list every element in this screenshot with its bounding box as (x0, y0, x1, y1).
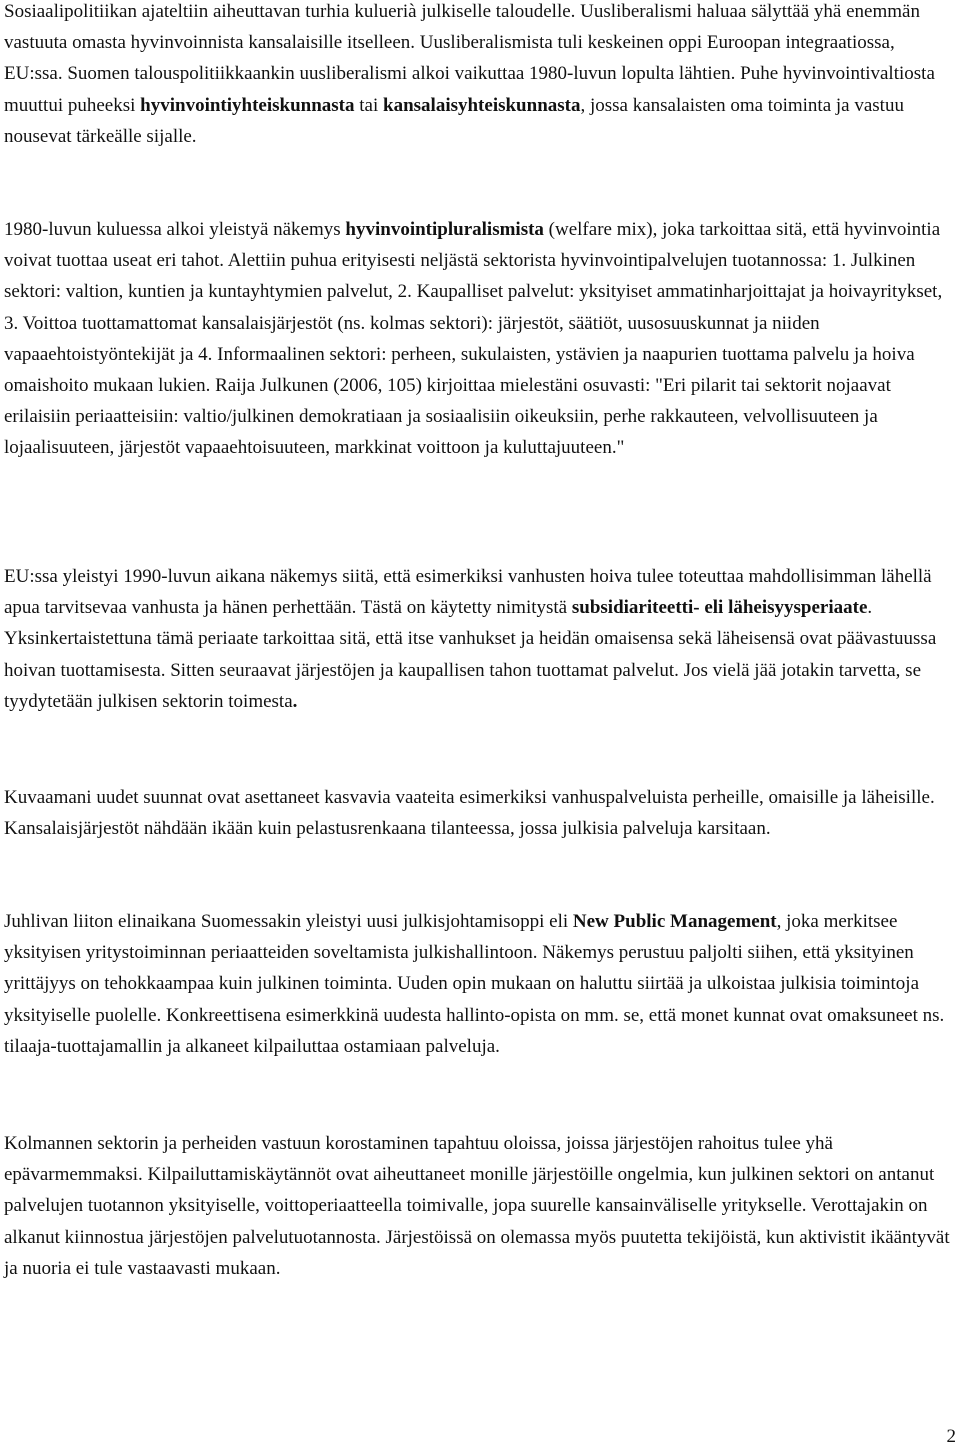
page-number: 2 (946, 1426, 956, 1447)
paragraph-5-text-2: , joka merkitsee yksityisen yritystoiminnan periaatteiden soveltamista julkishallintoon. Näkemys perustuu paljolti siihen, että yksityinen yrittäjyys on tehokkaampaa kuin julkinen toiminta. Uuden opin mukaan on haluttu siirtää ja ulkoistaa julkisia toimintoja yksityiselle puolelle. Konkreettisena esimerkkinä uudesta hallinto-opista on mm. se, että monet kunnat ovat omaksuneet ns. tilaaja-tuottajamallin ja alkaneet kilpailuttaa ostamiaan palveluja. (4, 911, 945, 1057)
paragraph-6 (4, 1128, 954, 1284)
paragraph-5-text-1: Juhlivan liiton elinaikana Suomessakin yleistyi uusi julkisjohtamisoppi eli (4, 911, 573, 932)
term-hyvinvointipluralismi: hyvinvointipluralismista (345, 219, 544, 240)
paragraph-1 (4, 0, 954, 152)
paragraph-6-text-1: Kolmannen sektorin ja perheiden vastuun korostaminen tapahtuu oloissa, joissa järjestöjen rahoitus tulee yhä epävarmemmaksi. Kilpailuttamiskäytännöt ovat aiheuttaneet monille järjestöille ongelmia, kun julkinen sektori on antanut palvelujen tuotannon yksityiselle, voittoperiaatteella toimivalle, jopa suurelle kansainväliselle yritykselle. Verottajakin on alkanut kiinnostua järjestöjen palvelutuotannosta. Järjestöissä on olemassa myös puutetta tekijöistä, kun aktivistit ikääntyvät ja nuoria ei tule vastaavasti mukaan. (4, 1133, 950, 1279)
paragraph-1-text-3: , jossa kansalaisten oma toiminta ja vastuu nousevat tärkeälle sijalle. (4, 94, 904, 147)
paragraph-3-text-1: EU:ssa yleistyi 1990-luvun aikana näkemys siitä, että esimerkiksi vanhusten hoiva tulee toteuttaa mahdollisimman lähellä apua tarvitsevaa vanhusta ja hänen perhettään. Tästä on käytetty nimitystä (4, 566, 932, 619)
paragraph-4 (4, 782, 954, 844)
paragraph-3 (4, 561, 954, 717)
paragraph-1-text-1: Sosiaalipolitiikan ajateltiin aiheuttavan turhia kuluerià julkiselle taloudelle. Uusliberalismi haluaa sälyttää yhä enemmän vastuuta omasta hyvinvoinnista kansalaisille itselleen. Uusliberalismista tuli keskeinen oppi Euroopan integraatiossa, EU:ssa. Suomen talouspolitiikkaankin uusliberalismi alkoi vaikuttaa 1980-luvun lopulta lähtien. Puhe hyvinvointivaltiosta muuttui puheeksi (4, 1, 935, 116)
paragraph-4-text-1: Kuvaamani uudet suunnat ovat asettaneet kasvavia vaateita esimerkiksi vanhuspalveluista perheille, omaisille ja läheisille. Kansalaisjärjestöt nähdään ikään kuin pelastusrenkaana tilanteessa, jossa julkisia palveluja karsitaan. (4, 787, 935, 840)
term-subsidiariteettiperiaate: subsidiariteetti- eli läheisyysperiaate (571, 597, 868, 619)
paragraph-1-text-2: tai (354, 94, 384, 116)
paragraph-3-bold-period: . (292, 690, 298, 712)
term-kansalaisyhteiskunta: kansalaisyhteiskunnasta (383, 94, 581, 116)
paragraph-2-text-1: 1980-luvun kuluessa alkoi yleistyä näkemys (4, 219, 346, 240)
term-hyvinvointiyhteiskunta: hyvinvointiyhteiskunnasta (140, 94, 355, 116)
paragraph-2 (4, 214, 954, 464)
term-new-public-management: New Public Management (572, 911, 777, 932)
paragraph-2-text-2: (welfare mix), joka tarkoittaa sitä, että hyvinvointia voivat tuottaa useat eri tahot. Alettiin puhua erityisesti neljästä sektorista hyvinvointipalvelujen tuotannossa: 1. Julkinen sektori: valtion, kuntien ja kuntayhtymien palvelut, 2. Kaupalliset palvelut: yksityiset ammatinharjoittajat ja hoivayritykset, 3. Voittoa tuottamattomat kansalaisjärjestöt (ns. kolmas sektori): järjestöt, säätiöt, uusosuuskunnat ja niiden vapaaehtoistyöntekijät ja 4. Informaalinen sektori: perheen, sukulaisten, ystävien ja naapurien tuottama palvelu ja hoiva omaishoito mukaan lukien. Raija Julkunen (2006, 105) kirjoittaa mielestäni osuvasti: "Eri pilarit tai sektorit nojaavat erilaisiin periaatteisiin: valtio/julkinen demokratiaan ja sosiaalisiin oikeuksiin, perhe rakkauteen, velvollisuuteen ja lojaalisuuteen, järjestöt vapaaehtoisuuteen, markkinat voittoon ja kuluttajuuteen." (4, 219, 943, 459)
paragraph-3-text-2: . Yksinkertaistettuna tämä periaate tarkoittaa sitä, että itse vanhukset ja heidän omaisensa sekä läheisensä ovat päävastuussa hoivan tuottamisesta. Sitten seuraavat järjestöjen ja kaupallisen tahon tuottamat palvelut. Jos vielä jää jotakin tarvetta, se tyydytetään julkisen sektorin toimesta (4, 597, 937, 712)
paragraph-5 (4, 906, 954, 1062)
